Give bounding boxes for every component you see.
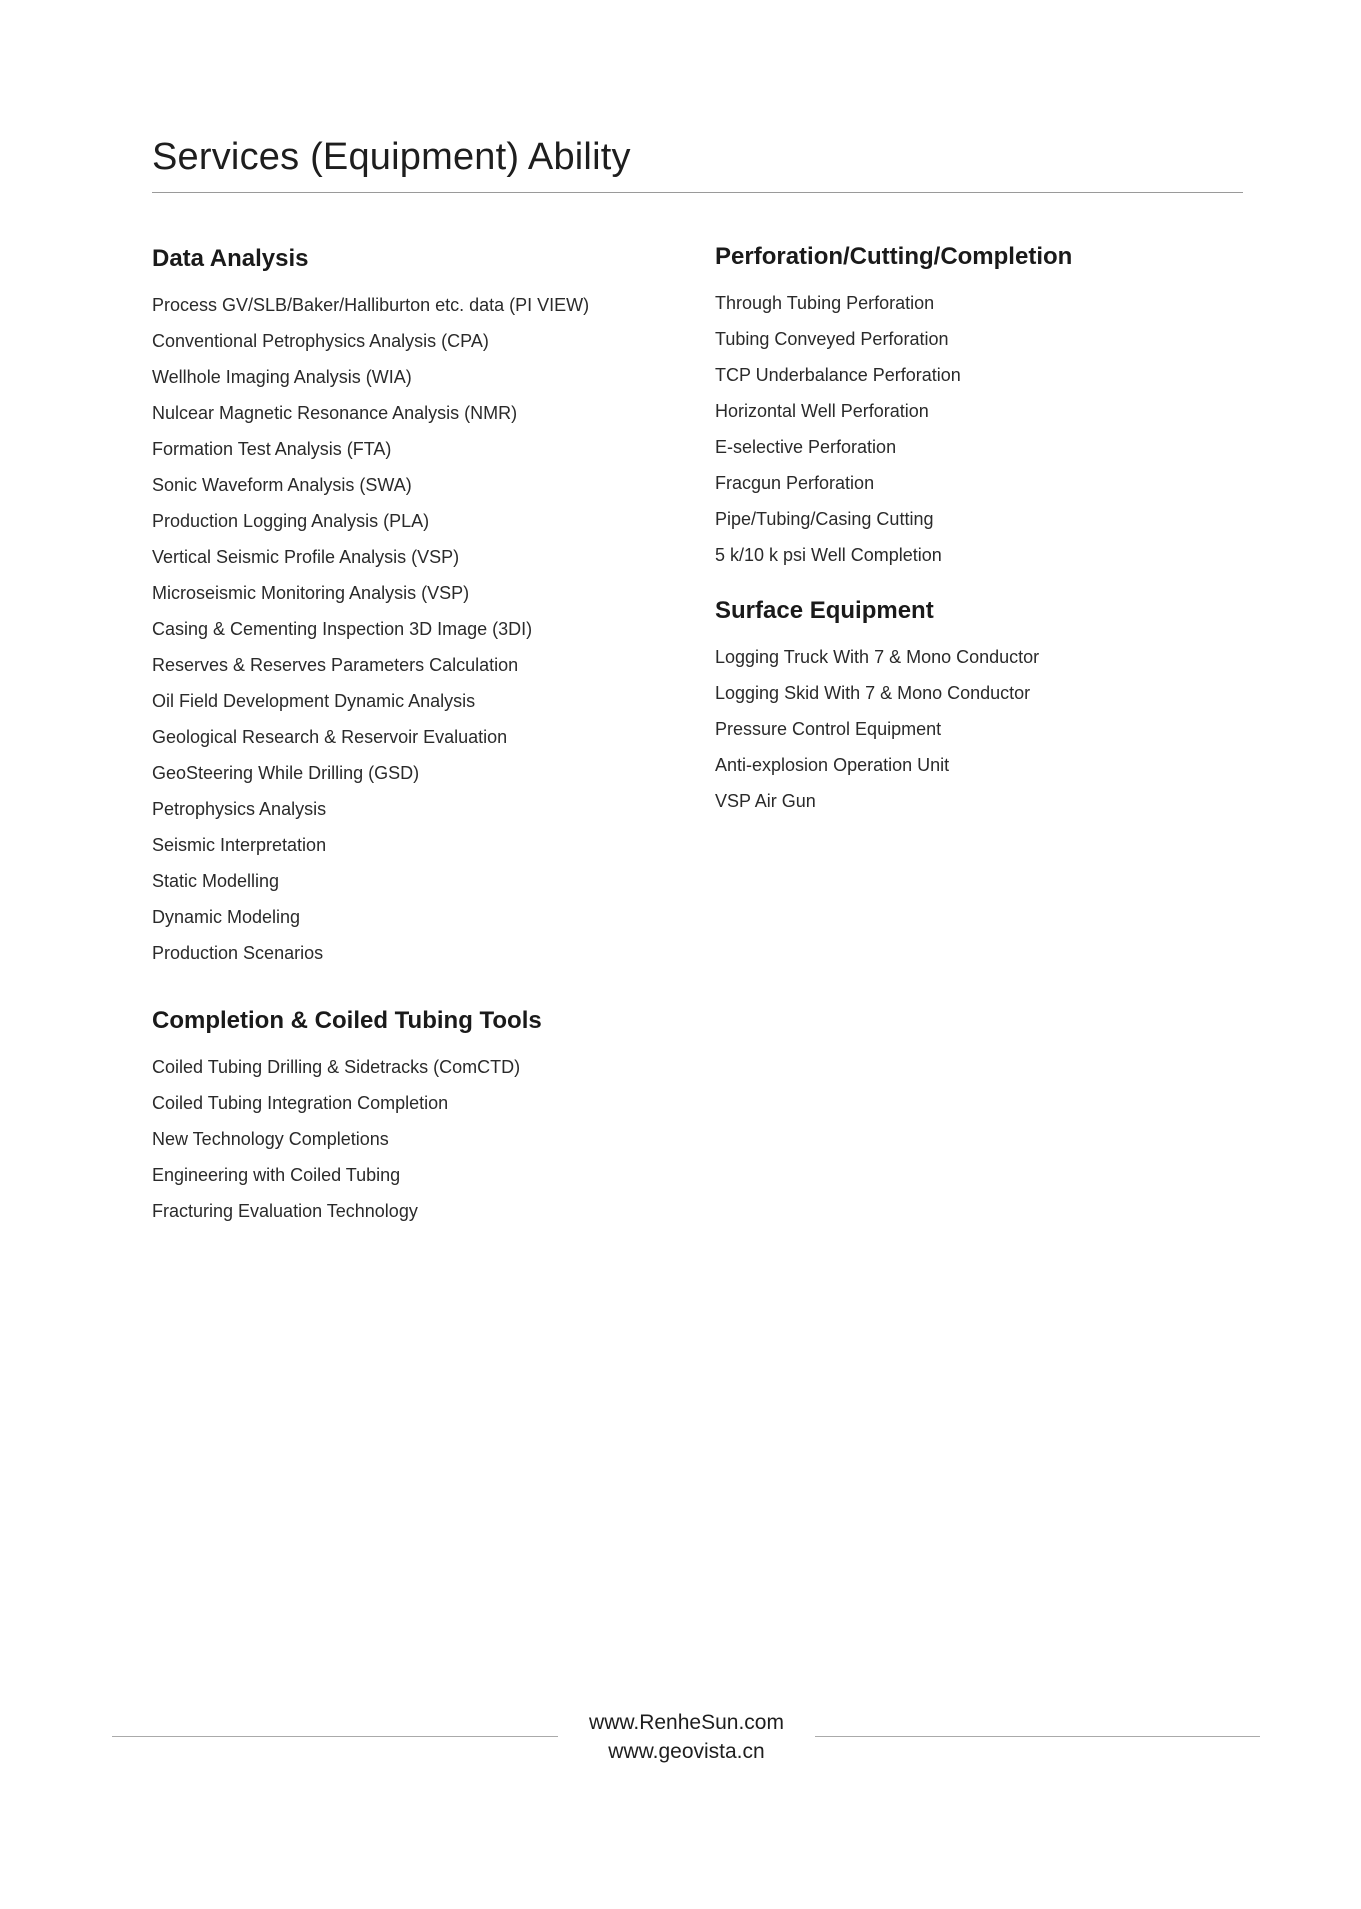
service-item: Anti-explosion Operation Unit — [715, 755, 950, 775]
service-item: Coiled Tubing Integration Completion — [152, 1093, 449, 1113]
service-item: Seismic Interpretation — [152, 835, 327, 855]
service-list — [152, 1049, 542, 1229]
service-item: Through Tubing Perforation — [715, 293, 935, 313]
footer-link-geovista[interactable]: www.geovista.cn — [608, 1740, 765, 1763]
service-item: Logging Truck With 7 & Mono Conductor — [715, 647, 1040, 667]
section-heading: Data Analysis — [152, 245, 309, 272]
service-item: Fracturing Evaluation Technology — [152, 1201, 418, 1221]
service-item: New Technology Completions — [152, 1129, 389, 1149]
page-title: Services (Equipment) Ability — [152, 136, 631, 178]
section-heading: Completion & Coiled Tubing Tools — [152, 1007, 542, 1034]
service-item: Process GV/SLB/Baker/Halliburton etc. data (PI VIEW) — [152, 295, 590, 315]
service-item: Geological Research & Reservoir Evaluation — [152, 727, 508, 747]
service-item: Nulcear Magnetic Resonance Analysis (NMR) — [152, 403, 518, 423]
section-surface-equipment — [715, 596, 1039, 819]
service-item: Pipe/Tubing/Casing Cutting — [715, 509, 934, 529]
service-item: Logging Skid With 7 & Mono Conductor — [715, 683, 1031, 703]
section-perforation — [715, 242, 1072, 573]
service-item: Conventional Petrophysics Analysis (CPA) — [152, 331, 489, 351]
footer-link-renhesun[interactable]: www.RenheSun.com — [589, 1711, 784, 1734]
service-list — [152, 287, 589, 971]
service-item: E-selective Perforation — [715, 437, 897, 457]
service-item: Production Logging Analysis (PLA) — [152, 511, 430, 531]
service-item: Microseismic Monitoring Analysis (VSP) — [152, 583, 470, 603]
section-data-analysis — [152, 244, 589, 971]
footer-links — [560, 1708, 813, 1766]
service-item: Pressure Control Equipment — [715, 719, 942, 739]
service-item: TCP Underbalance Perforation — [715, 365, 961, 385]
service-item: Coiled Tubing Drilling & Sidetracks (ComCTD) — [152, 1057, 521, 1077]
service-item: Static Modelling — [152, 871, 280, 891]
service-item: Fracgun Perforation — [715, 473, 875, 493]
service-item: Engineering with Coiled Tubing — [152, 1165, 401, 1185]
service-item: Casing & Cementing Inspection 3D Image (3DI) — [152, 619, 533, 639]
section-completion-coiled-tubing — [152, 1006, 542, 1229]
section-heading: Surface Equipment — [715, 597, 934, 624]
section-heading: Perforation/Cutting/Completion — [715, 243, 1073, 270]
service-list — [715, 639, 1039, 819]
service-item: VSP Air Gun — [715, 791, 816, 811]
service-item: Vertical Seismic Profile Analysis (VSP) — [152, 547, 460, 567]
service-item: GeoSteering While Drilling (GSD) — [152, 763, 420, 783]
service-item: Sonic Waveform Analysis (SWA) — [152, 475, 412, 495]
service-list — [715, 285, 1072, 573]
service-item: Formation Test Analysis (FTA) — [152, 439, 392, 459]
service-item: Dynamic Modeling — [152, 907, 301, 927]
service-item: Horizontal Well Perforation — [715, 401, 929, 421]
service-item: Production Scenarios — [152, 943, 324, 963]
footer-divider-left — [112, 1736, 558, 1737]
footer-divider-right — [815, 1736, 1260, 1737]
service-item: Reserves & Reserves Parameters Calculation — [152, 655, 519, 675]
title-divider — [152, 192, 1243, 193]
service-item: 5 k/10 k psi Well Completion — [715, 545, 942, 565]
service-item: Wellhole Imaging Analysis (WIA) — [152, 367, 412, 387]
service-item: Petrophysics Analysis — [152, 799, 327, 819]
service-item: Tubing Conveyed Perforation — [715, 329, 949, 349]
service-item: Oil Field Development Dynamic Analysis — [152, 691, 476, 711]
